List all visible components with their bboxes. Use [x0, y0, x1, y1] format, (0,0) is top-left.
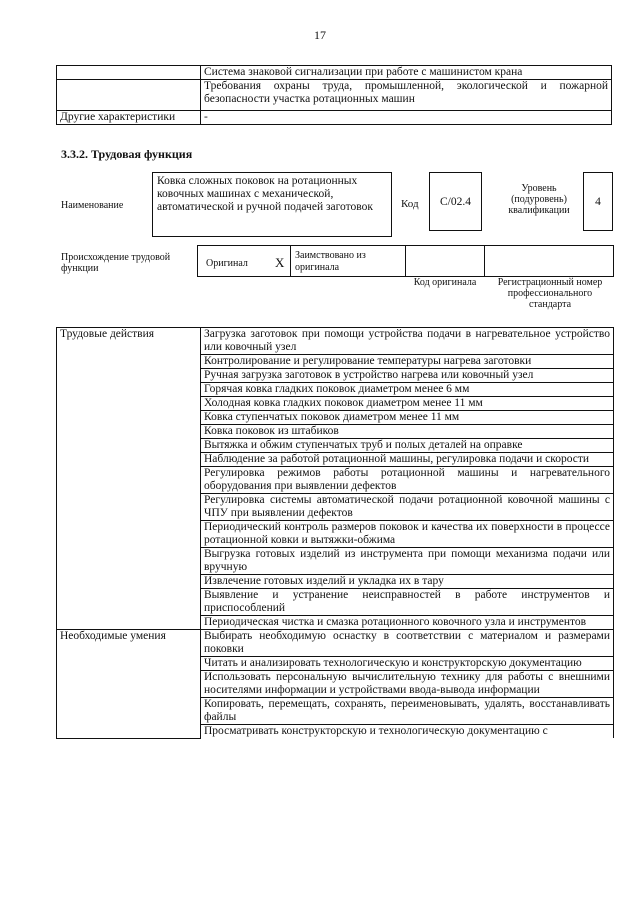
skill-item: Использовать персональную вычислительную технику для работы с внешними носителями информации и устройствами ввода-вывода информации: [201, 671, 614, 698]
labor-action-item: Выявление и устранение неисправностей в работе инструментов и приспособлений: [201, 589, 614, 616]
table-row: [57, 630, 614, 657]
function-name-value: Ковка сложных поковок на ротационных ковочных машинах с механической, автоматической и ручной подачей заготовок: [157, 175, 373, 213]
table-cell-value: Система знаковой сигнализации при работе с машинистом крана: [201, 66, 612, 80]
origin-label: Происхождение трудовой функции: [61, 252, 171, 274]
level-box: [583, 172, 613, 231]
labor-actions-label: Трудовые действия: [57, 328, 201, 630]
borrowed-box: [290, 245, 406, 277]
original-label: Оригинал: [206, 258, 248, 269]
labor-action-item: Извлечение готовых изделий и укладка их в тару: [201, 575, 614, 589]
code-value: C/02.4: [440, 195, 471, 208]
table-cell-label: [57, 66, 201, 80]
skill-item: Читать и анализировать технологическую и конструкторскую документацию: [201, 657, 614, 671]
registration-number-caption: Регистрационный номер профессионального стандарта: [497, 277, 603, 310]
characteristics-table: [56, 65, 612, 125]
labor-action-item: Ковка поковок из штабиков: [201, 425, 614, 439]
original-mark: X: [275, 255, 285, 270]
labor-action-item: Регулировка режимов работы ротационной машины и нагревательного оборудования при выявлении дефектов: [201, 467, 614, 494]
table-row: [57, 328, 614, 355]
labor-action-item: Наблюдение за работой ротационной машины, регулировка подачи и скорости: [201, 453, 614, 467]
original-code-box: [405, 245, 485, 277]
labor-action-item: Ковка ступенчатых поковок диаметром менее 11 мм: [201, 411, 614, 425]
registration-number-box: [484, 245, 614, 277]
labor-action-item: Периодическая чистка и смазка ротационного ковочного узла и инструментов: [201, 616, 614, 630]
skill-item: Просматривать конструкторскую и технологическую документацию с: [201, 725, 614, 739]
labor-action-item: Вытяжка и обжим ступенчатых труб и полых деталей на оправке: [201, 439, 614, 453]
skill-item: Выбирать необходимую оснастку в соответствии с материалом и размерами поковки: [201, 630, 614, 657]
labor-function-table: [56, 327, 614, 739]
table-cell-value: Требования охраны труда, промышленной, экологической и пожарной безопасности участка ротационных машин: [201, 80, 612, 111]
labor-action-item: Регулировка системы автоматической подачи ротационной ковочной машины с ЧПУ при выявлении дефектов: [201, 494, 614, 521]
table-cell-value: -: [201, 111, 612, 125]
table-row: [57, 111, 612, 125]
table-cell-label: [57, 80, 201, 111]
original-box: [197, 245, 291, 277]
original-code-caption: Код оригинала: [413, 277, 477, 288]
labor-action-item: Загрузка заготовок при помощи устройства подачи в нагревательное устройство или ковочный узел: [201, 328, 614, 355]
section-title: 3.3.2. Трудовая функция: [61, 147, 193, 161]
skills-label: Необходимые умения: [57, 630, 201, 739]
level-value: 4: [595, 195, 601, 208]
other-characteristics-label: Другие характеристики: [57, 111, 201, 125]
labor-action-item: Выгрузка готовых изделий из инструмента при помощи механизма подачи или вручную: [201, 548, 614, 575]
table-row: [57, 66, 612, 80]
labor-action-item: Горячая ковка гладких поковок диаметром менее 6 мм: [201, 383, 614, 397]
skill-item: Копировать, перемещать, сохранять, переименовывать, удалять, восстанавливать файлы: [201, 698, 614, 725]
table-row: [57, 80, 612, 111]
code-label: Код: [401, 198, 419, 210]
borrowed-label: Заимствовано из оригинала: [295, 250, 366, 273]
labor-action-item: Холодная ковка гладких поковок диаметром менее 11 мм: [201, 397, 614, 411]
name-label: Наименование: [61, 200, 124, 211]
page-number: 17: [314, 28, 326, 42]
function-name-box: [152, 172, 392, 237]
labor-action-item: Ручная загрузка заготовок в устройство нагрева или ковочный узел: [201, 369, 614, 383]
code-box: [429, 172, 482, 231]
labor-action-item: Контролирование и регулирование температуры нагрева заготовки: [201, 355, 614, 369]
level-label: Уровень (подуровень) квалификации: [508, 183, 570, 216]
labor-action-item: Периодический контроль размеров поковок и качества их поверхности в процессе ротационной ковки и вытяжки-обжима: [201, 521, 614, 548]
